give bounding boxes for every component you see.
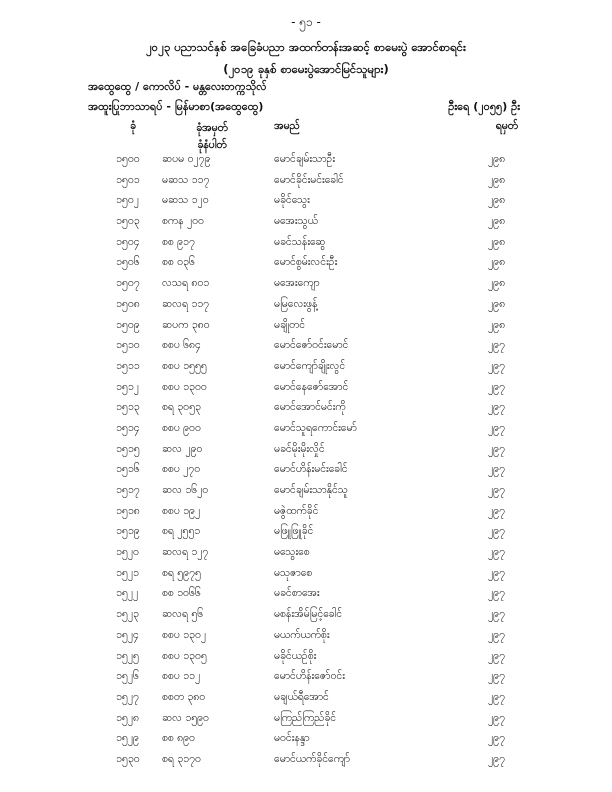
table-row [0,584,612,605]
candidate-name: မောင်ဟိန်းဇော်ဝင်း [274,670,345,683]
score: ၂၉၈ [488,153,506,165]
candidate-name: မသွေးစေ [274,546,310,559]
table-row [0,150,612,171]
candidate-name: မဇွဲထက်ခိုင် [274,504,319,517]
roll-number: စစပ ၁၉၂ [162,504,201,517]
score: ၂၉၇ [488,608,505,621]
row-number: ၁၅၁၃ [116,401,140,414]
row-number: ၁၅၂၃ [116,608,139,621]
score: ၂၉၇ [488,628,505,641]
header-name: အမည် [274,120,300,132]
roll-number: စစပ ၁၃၀၅ [162,649,207,662]
table-row [0,750,612,771]
score: ၂၉၈ [488,297,506,310]
score: ၂၉၇ [488,752,505,765]
roll-number: စရ ၅၉၇၅ [162,566,201,579]
roll-number: စရ ၃၁၇၀ [162,752,201,765]
row-number: ၁၅၂၁ [116,566,139,579]
roll-number: စစ ၉၁၇ [162,235,195,248]
header-roll-label: ခုံအမှတ် [196,122,228,134]
roll-number: ဆလ ၂၉၀ [162,442,203,455]
roll-number: မဆသ ၁၁၇ [162,173,210,186]
candidate-name: မောင်ဟိန်းမင်းခေါင် [274,463,348,476]
row-number: ၁၅၂၄ [116,628,139,641]
results-table [0,150,612,771]
roll-number: စရ ၂၅၅၁ [162,525,201,538]
roll-number: စစပ ၂၇၀ [162,463,201,476]
roll-number: စစပ ၁၃၀၂ [162,628,207,641]
candidate-name: မခင်စာအေး [274,587,320,600]
table-row [0,191,612,212]
row-number: ၁၅၀၂ [116,194,139,207]
row-number: ၁၅၁၄ [116,421,140,434]
score: ၂၉၇ [488,566,505,579]
row-number: ၁၅၁၇ [116,484,140,496]
subject-line: အထူးပြုဘာသာရပ် - မြန်မာစာ(အထွေထွေ) [88,100,264,113]
document-subtitle: (၂၀၁၉ ခုနှစ် စာမေးပွဲအောင်မြင်သူများ) [223,62,389,76]
roll-number: ဆပမ ၀၂၇၉ [162,153,211,165]
score: ၂၉၇ [488,670,505,683]
row-number: ၁၅၁၈ [116,504,140,517]
score: ၂၉၇ [488,442,505,455]
table-row [0,688,612,709]
candidate-name: မဝင်းနန္ဒာ [274,732,310,745]
score: ၂၉၈ [488,235,506,248]
score: ၂၉၈ [488,256,506,269]
row-number: ၁၅၀၁ [116,173,140,186]
table-row [0,274,612,295]
roll-number: စစ ၈၉၀ [162,732,195,745]
document-title: ၂၀၂၃ ပညာသင်နှစ် အခြေခံပညာ အထက်တန်းအဆင့် စာမေးပွဲ အောင်စာရင်း [146,40,466,54]
candidate-name: မောင်နေဇော်အောင် [274,380,349,393]
table-row [0,709,612,730]
candidate-name: မောင်ချမ်းသာဦး [274,153,336,165]
score: ၂၉၈ [488,194,506,207]
candidate-name: မောင်စွမ်းလင်းဦး [274,256,338,269]
row-number: ၁၅၀၆ [116,256,140,269]
candidate-name: မစန်းအိမ်မြင့်ခေါင် [274,608,343,621]
table-row [0,378,612,399]
score: ၂၉၈ [488,277,506,290]
table-row [0,481,612,502]
roll-number: စရ ၃၀၅၃ [162,401,201,414]
score: ၂၉၇ [488,421,505,434]
table-row [0,316,612,337]
score: ၂၉၇ [488,525,505,538]
row-number: ၁၅၁၀ [116,339,140,352]
table-row [0,502,612,523]
roll-number: စစပ ၁၃၀၀ [162,380,207,393]
row-number: ၁၅၂၅ [116,649,139,662]
table-row [0,171,612,192]
table-row [0,212,612,233]
roll-number: ဆပက ၃၈၀ [162,318,210,331]
table-row [0,253,612,274]
score: ၂၉၇ [488,339,505,352]
table-row [0,295,612,316]
row-number: ၁၅၂၇ [116,690,139,703]
candidate-name: မောင်သူရကောင်းမော် [274,421,357,434]
table-row [0,233,612,254]
table-row [0,398,612,419]
row-number: ၁၅၁၆ [116,463,140,476]
candidate-name: မခိုင်သွေး [274,194,310,207]
row-number: ၁၅၂၈ [116,711,139,724]
roll-number: ဆလ ၁၅၉၀ [162,711,209,724]
score: ၂၉၈ [488,173,506,186]
score: ၂၉၈ [488,215,506,228]
row-number: ၁၅၀၄ [116,235,140,248]
header-score: ရမှတ် [495,120,518,132]
row-number: ၁၅၁၂ [116,380,139,393]
candidate-name: မောင်ခိုင်းမင်းခေါင် [274,173,344,186]
row-number: ၁၅၂၀ [116,546,139,559]
score: ၂၉၇ [488,546,505,559]
score: ၂၉၇ [488,504,505,517]
score: ၂၉၇ [488,484,505,496]
score: ၂၉၇ [488,401,505,414]
table-row [0,419,612,440]
table-row [0,440,612,461]
row-number: ၁၅၁၉ [116,525,140,538]
table-row [0,667,612,688]
score: ၂၉၇ [488,359,505,372]
candidate-name: မအေးကျော [274,277,320,290]
candidate-name: မအေးသွယ် [274,215,318,228]
candidate-name: မခိုင်ယဉ်စိုး [274,649,317,662]
roll-number: စစပ ၆၈၄ [162,339,201,352]
roll-number: စစပ ၉၀၀ [162,421,201,434]
roll-number: ဆလ ၁၆၂၀ [162,484,209,496]
score: ၂၉၇ [488,711,505,724]
roll-number: ဆလရ ၅၆ [162,608,204,621]
row-number: ၁၅၂၆ [116,670,139,683]
candidate-name: မချယ်ရီအောင် [274,690,329,703]
candidate-name: မချိုတင် [274,318,306,331]
candidate-name: မသုဇာစေ [274,566,313,579]
category-line: အထွေထွေ / ကောလိပ် - မန္တလေးတက္ကသိုလ် [88,80,267,93]
table-row [0,626,612,647]
candidate-name: မခင်မိုးမိုးလှိုင် [274,442,325,455]
page-number: - ၅၁ - [291,15,321,29]
candidate-name: မခင်သန်းဆွေ [274,235,326,248]
row-number: ၁၅၁၅ [116,442,140,455]
score: ၂၉၇ [488,463,505,476]
roll-number: စစပ ၁၁၂ [162,670,201,683]
table-row [0,647,612,668]
table-row [0,336,612,357]
candidate-name: မောင်အောင်မင်းကို [274,401,346,414]
roll-number: ဆလရ ၁၁၇ [162,297,210,310]
row-number: ၁၅၀၀ [116,153,140,165]
table-row [0,564,612,585]
roll-number: မဆသ ၁၂၀ [162,194,209,207]
table-row [0,460,612,481]
row-number: ၁၅၀၇ [116,277,140,290]
roll-number: လသရ ၈၀၁ [162,277,210,290]
candidate-name: မဖြူဖြူခိုင် [274,525,314,538]
header-roll-sub: ခုံနံပါတ် [197,139,227,151]
row-number: ၁၅၁၁ [116,359,140,372]
row-number: ၁၅၂၉ [116,732,139,745]
candidate-name: မောင်ဇော်ဝင်းမောင် [274,339,349,352]
row-number: ၁၅၃၀ [116,752,140,765]
table-row [0,543,612,564]
table-row [0,605,612,626]
table-row [0,522,612,543]
roll-number: ဆလရ ၁၂၇ [162,546,209,559]
header-no: ခုံ [130,120,136,132]
score: ၂၉၇ [488,649,505,662]
roll-number: စစ ၀၃၆ [162,256,195,269]
table-row [0,729,612,750]
score: ၂၉၈ [488,318,506,331]
score: ၂၉၇ [488,732,505,745]
roll-number: စစတ ၃၈၀ [162,690,206,703]
row-number: ၁၅၀၃ [116,215,140,228]
row-number: ၁၅၀၉ [116,318,140,331]
candidate-name: မောင်ချမ်းသာနိုင်သူ [274,484,348,496]
candidate-name: မောင်ယက်ခိုင်ကျော် [274,752,350,765]
candidate-name: မယက်ယက်စိုး [274,628,330,641]
candidate-name: မကြည်ကြည်ခိုင် [274,711,337,724]
row-number: ၁၅၀၈ [116,297,140,310]
table-row [0,357,612,378]
score: ၂၉၇ [488,587,505,600]
row-number: ၁၅၂၂ [116,587,139,600]
candidate-name: မောင်ကျော်ချိုးလွင် [274,359,346,372]
roll-number: စကန ၂၀၀ [162,215,204,228]
score: ၂၉၇ [488,690,505,703]
total-count: ဦးရေ (၂၀၅၅) ဦး [448,100,520,113]
roll-number: စစပ ၁၅၅၅ [162,359,207,372]
header-roll [156,120,268,154]
candidate-name: မမြလေးဖွန့် [274,297,318,310]
score: ၂၉၇ [488,380,505,393]
roll-number: စစ ၁၀၆၆ [162,587,201,600]
